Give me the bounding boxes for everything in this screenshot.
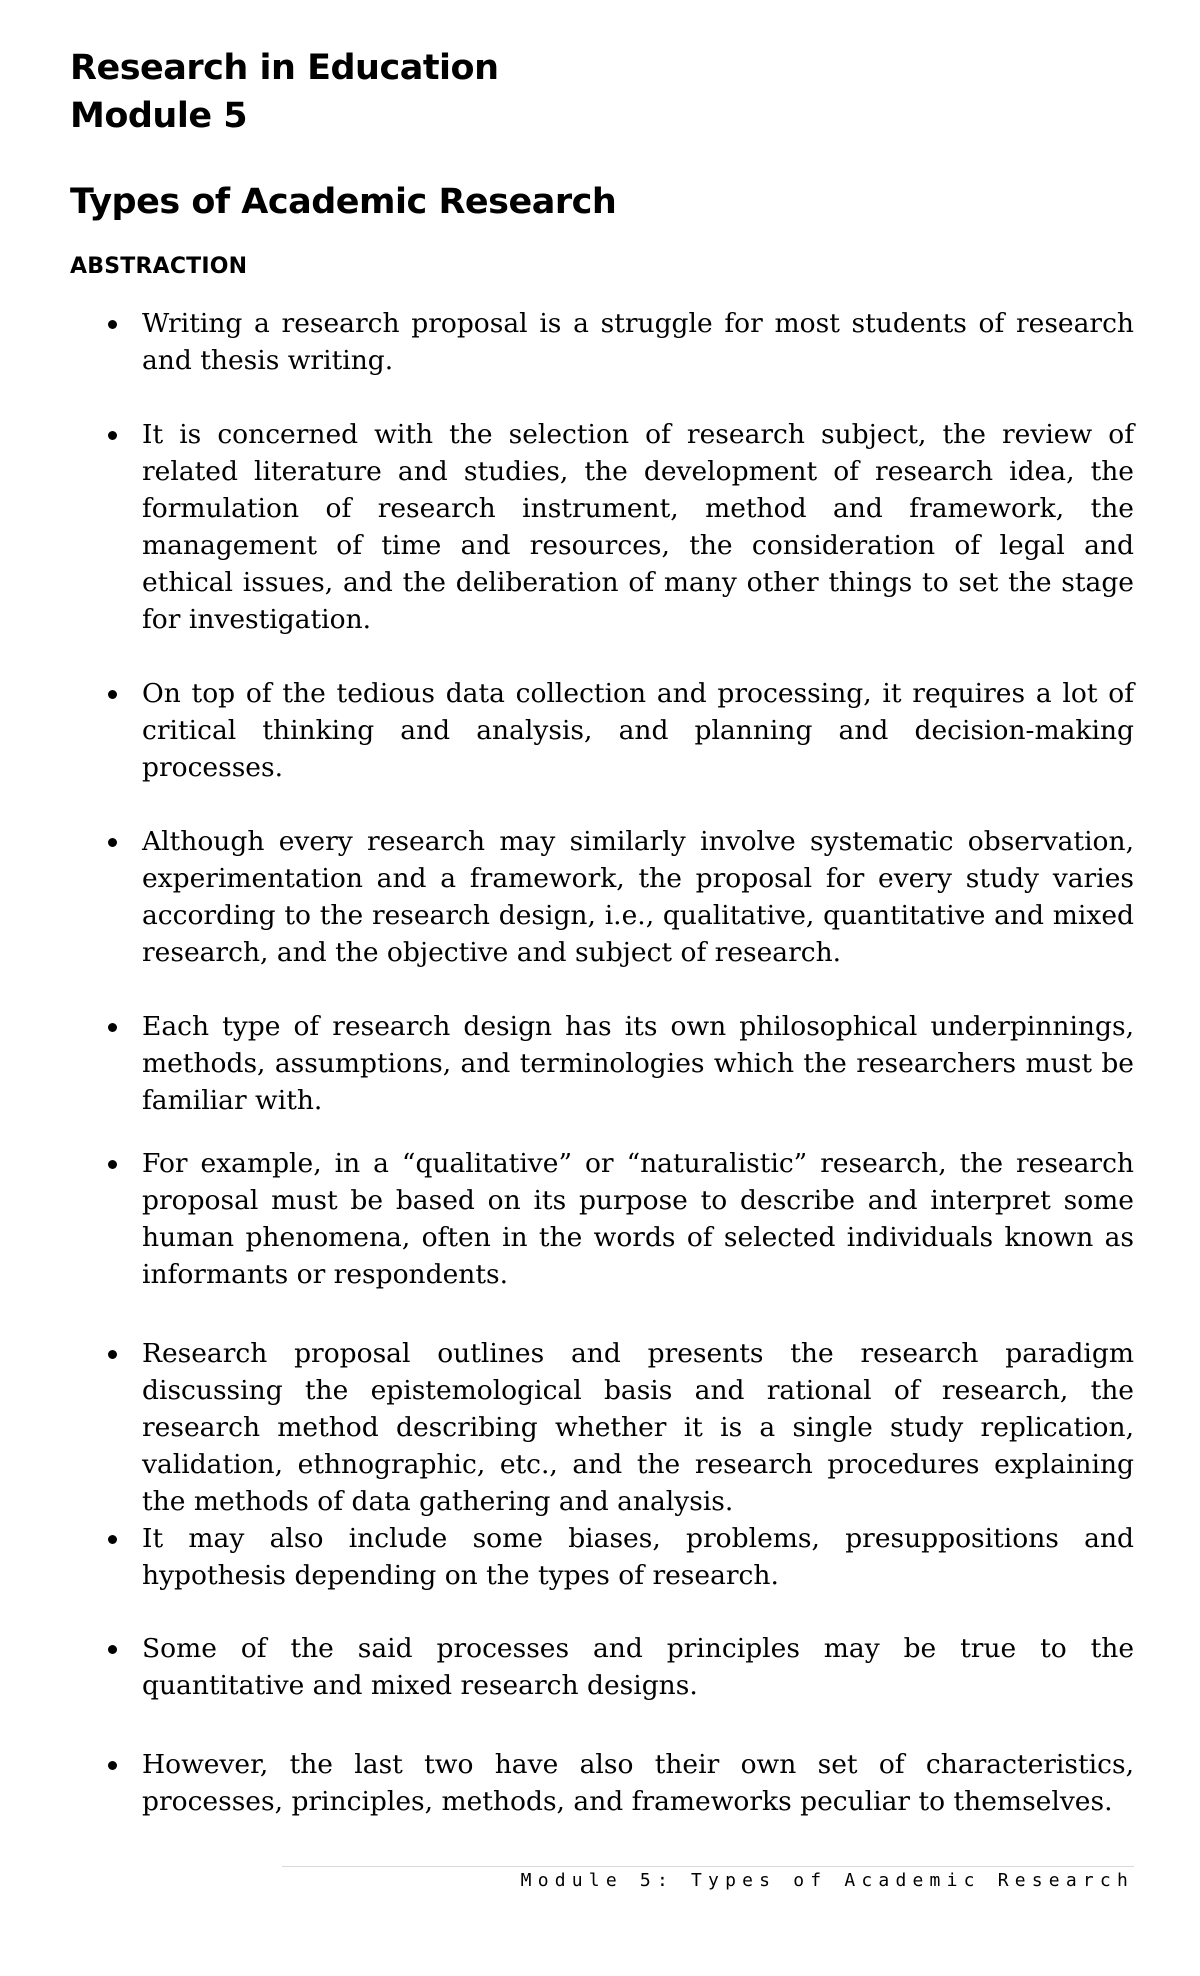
bullet-icon bbox=[108, 838, 117, 847]
bullet-icon bbox=[108, 1535, 117, 1544]
list-item-text: Each type of research design has its own philosophical underpinnings, methods, assumptions, and terminologies which the researchers must be familiar with. bbox=[142, 1011, 1134, 1116]
list-item bbox=[142, 1520, 1134, 1594]
list-item-text: Writing a research proposal is a struggle for most students of research and thesis writing. bbox=[142, 308, 1134, 376]
footer-divider bbox=[282, 1866, 1134, 1867]
list-item bbox=[142, 1335, 1134, 1520]
bullet-icon bbox=[108, 1645, 117, 1654]
list-item-text: Although every research may similarly involve systematic observation, experimentation and a framework, the proposal for every study varies according to the research design, i.e., qualitative, quantitative and mixed research, and the objective and subject of research. bbox=[142, 826, 1134, 968]
bullet-icon bbox=[108, 1761, 117, 1770]
bullet-icon bbox=[108, 1160, 117, 1169]
list-item bbox=[142, 1008, 1134, 1119]
subsection-label: ABSTRACTION bbox=[70, 254, 248, 279]
list-item bbox=[142, 675, 1134, 786]
list-item-text: On top of the tedious data collection and processing, it requires a lot of critical thinking and analysis, and planning and decision-making processes. bbox=[142, 678, 1134, 783]
list-item bbox=[142, 305, 1134, 379]
list-item bbox=[142, 1145, 1134, 1293]
bullet-icon bbox=[108, 1350, 117, 1359]
list-item-text: It may also include some biases, problems, presuppositions and hypothesis depending on the types of research. bbox=[142, 1523, 1134, 1591]
page-footer: Module 5: Types of Academic Research bbox=[520, 1870, 1134, 1891]
bullet-icon bbox=[108, 690, 117, 699]
list-item-text: It is concerned with the selection of research subject, the review of related literature and studies, the development of research idea, the formulation of research instrument, method and framework, the management of time and resources, the consideration of legal and ethical issues, and the deliberation of many other things to set the stage for investigation. bbox=[142, 419, 1134, 635]
list-item bbox=[142, 416, 1134, 638]
section-title: Types of Academic Research bbox=[70, 182, 617, 222]
bullet-icon bbox=[108, 431, 117, 440]
list-item-text: However, the last two have also their own set of characteristics, processes, principles, methods, and frameworks peculiar to themselves. bbox=[142, 1749, 1134, 1817]
list-item-text: Research proposal outlines and presents the research paradigm discussing the epistemological basis and rational of research, the research method describing whether it is a single study replication, validation, ethnographic, etc., and the research procedures explaining the methods of data gathering and analysis. bbox=[142, 1338, 1134, 1517]
document-header bbox=[70, 44, 499, 140]
list-item bbox=[142, 823, 1134, 971]
bullet-icon bbox=[108, 320, 117, 329]
list-item bbox=[142, 1630, 1134, 1704]
list-item-text: For example, in a “qualitative” or “naturalistic” research, the research proposal must be based on its purpose to describe and interpret some human phenomena, often in the words of selected individuals known as informants or respondents. bbox=[142, 1148, 1134, 1290]
document-title: Research in Education bbox=[70, 48, 499, 88]
list-item bbox=[142, 1746, 1134, 1820]
module-title: Module 5 bbox=[70, 96, 248, 136]
bullet-icon bbox=[108, 1023, 117, 1032]
list-item-text: Some of the said processes and principles may be true to the quantitative and mixed research designs. bbox=[142, 1633, 1134, 1701]
